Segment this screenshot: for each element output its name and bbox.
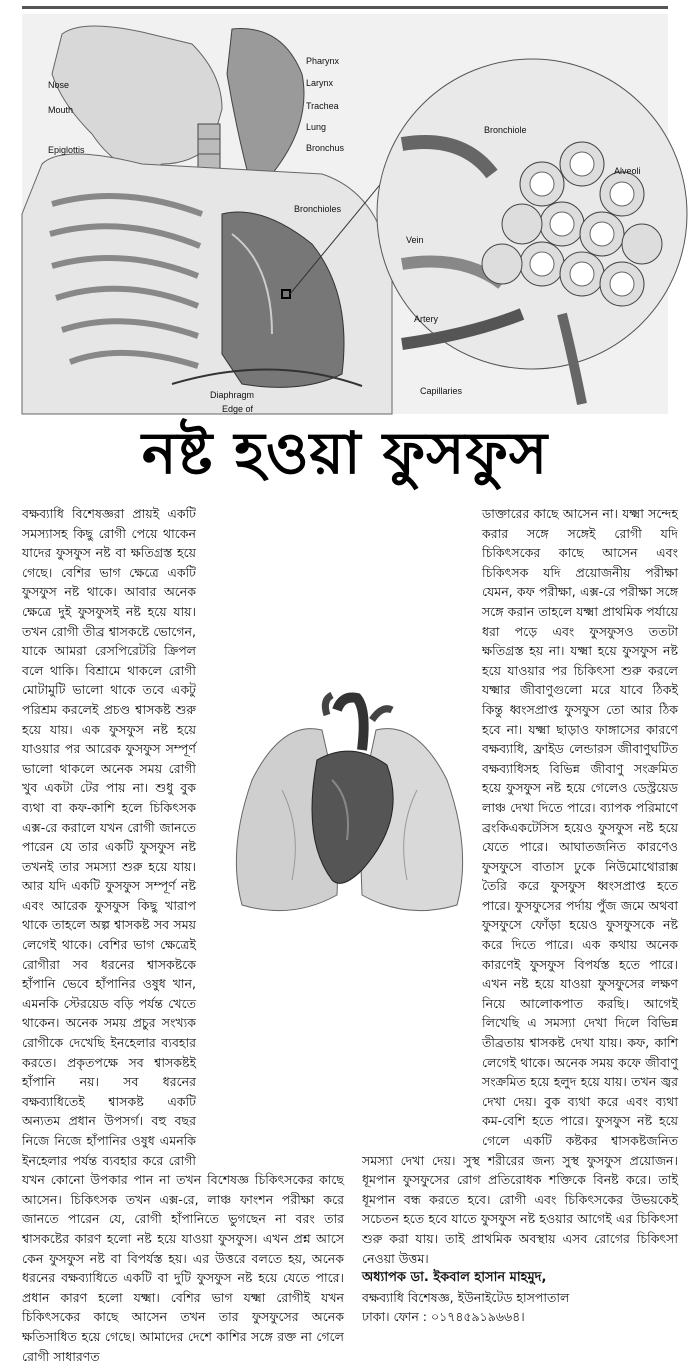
svg-text:Lung: Lung bbox=[306, 122, 327, 132]
svg-text:Bronchus: Bronchus bbox=[306, 143, 345, 153]
svg-text:Alveoli: Alveoli bbox=[614, 166, 641, 176]
right-column-text: ডাক্তারের কাছে আসেন না। যক্ষ্মা সন্দেহ করার সঙ্গে সঙ্গেই রোগী যদি চিকিৎসকের কাছে আসেন এবং চিকিৎসক যদি প্রয়োজনীয় পরীক্ষা যেমন, কফ পরীক্ষা, এক্স-রে পরীক্ষা সঙ্গে সঙ্গে করান তাহলে যক্ষ্মা প্রাথমিক পর্যায়ে ধরা পড়ে এবং ফুসফুসও ততটা ক্ষতিগ্রস্ত হয় না। যক্ষ্মা হয়ে ফুসফুস নষ্ট হয়ে যাওয়ার পর চিকিৎসা শুরু করলে যক্ষ্মার জীবাণুগুলো মরে যাবে ঠিকই কিন্তু ধ্বংসপ্রাপ্ত ফুসফুস তো আর ঠিক হবে না। যক্ষ্মা ছাড়াও ফাঙ্গাসের কারণে বক্ষব্যাধি, ফ্রাইড লেন্ডারস জীবাণুঘটিত বক্ষব্যাধিসহ বিভিন্ন জীবাণু সংক্রমিত হয়ে ফুসফুস নষ্ট হয়ে গেলেও ডেস্ট্রয়েড লাঞ্চ দেখা দিতে পারে। ব্যাপক পরিমাণে ব্রংকিএকটেসিস হয়েও ফুসফুস নষ্ট হয়ে যেতে পারে। আঘাতজনিত কারণেও ফুসফুসে বাতাস ঢুকে নিউমোথোরাক্স তৈরি করে ফুসফুস ধ্বংসপ্রাপ্ত হতে পারে। ফুসফুসের পর্দায় পুঁজ জমে অথবা ফুসফুসে ফোঁড়া হয়েও ফুসফুসকে নষ্ট করে দিতে পারে। এক কথায় অনেক কারণেই ফুসফুস বিপর্যস্ত হতে পারে। এখন নষ্ট হয়ে যাওয়া ফুসফুসের লক্ষণ নিয়ে আলোকপাত করছি। আগেই লিখেছি এ সমস্যা দেখা দিলে বিভিন্ন তীব্রতায় শ্বাসকষ্ট দেখা যায়। কফ, কাশি লেগেই থাকে। অনেক সময় কফে জীবাণু সংক্রমিত হয়ে হলুদ হয়ে যায়। তখন জ্বর দেখা দেয়। বুক ব্যথা করে এবং ব্যথা কম-বেশি হতে পারে। ফুসফুস নষ্ট হয়ে গেলে একটি কষ্টকর শ্বাসকষ্টজনিত সমস্যা দেখা দেয়। সুস্থ শরীরের জন্য সুস্থ ফুসফুস প্রয়োজন। ধূমপান ফুসফুসের রোগ প্রতিরোধক শক্তিকে বিনষ্ট করে। তাই ধূমপান বন্ধ করতে হবে। রোগী এবং চিকিৎসকের উভয়কেই সচেতন হতে হবে যাতে ফুসফুস নষ্ট হওয়ার আগেই এর চিকিৎসা শুরু করা যায়। তাই প্রাথমিক অবস্থায় এসব রোগের চিকিৎসা নেওয়া উত্তম। bbox=[362, 506, 678, 1266]
author-title: বক্ষব্যাধি বিশেষজ্ঞ, ইউনাইটেড হাসপাতাল bbox=[362, 1289, 570, 1305]
svg-text:Bronchiole: Bronchiole bbox=[484, 125, 527, 135]
respiratory-illustration bbox=[22, 14, 668, 414]
left-column bbox=[22, 504, 344, 1366]
svg-text:Diaphragm: Diaphragm bbox=[210, 390, 255, 400]
svg-text:Bronchioles: Bronchioles bbox=[294, 204, 342, 214]
left-column-text: বক্ষব্যাধি বিশেষজ্ঞরা প্রায়ই একটি সমস্যাসহ কিছু রোগী পেয়ে থাকেন যাদের ফুসফুস নষ্ট বা ক্ষতিগ্রস্ত হয়ে গেছে। বেশির ভাগ ক্ষেত্রে একটি ফুসফুস নষ্ট থাকে। আবার অনেক ক্ষেত্রে দুই ফুসফুসই নষ্ট হয়ে যায়। তখন রোগী তীব্র শ্বাসকষ্টে ভোগেন, যাকে আমরা রেসপিরেটরি ক্রিপল বলে থাকি। বিশ্রামে থাকলে রোগী মোটামুটি ভালো থাকে তবে একটু পরিশ্রম করলেই প্রচণ্ড শ্বাসকষ্ট শুরু হয়ে যায়। এক ফুসফুস নষ্ট হয়ে যাওয়ার পর আরেক ফুসফুস সম্পূর্ণ ভালো থাকলে অনেক সময় রোগী খুব একটা টের পায় না। শুধু বুক ব্যথা বা কফ-কাশি হলে চিকিৎসক এক্স-রে করালে যখন রোগী জানতে পারেন যে তার একটি ফুসফুস নষ্ট তখনই তার সমস্যা শুরু হয়ে যায়। আর যদি একটি ফুসফুস সম্পূর্ণ নষ্ট এবং আরেক ফুসফুস কিছু খারাপ থাকে তাহলে অল্প শ্বাসকষ্ট সব সময় লেগেই থাকে। বেশির ভাগ ক্ষেত্রেই রোগীরা সব ধরনের শ্বাসকষ্টকে হাঁপানি ভেবে হাঁপানির ওষুধ খান, এমনকি স্টেরয়েড বড়ি পর্যন্ত খেতে থাকেন। অনেক সময় প্রচুর সংখ্যক রোগীকে দেখেছি ইনহেলার ব্যবহার করতে। প্রকৃতপক্ষে সব শ্বাসকষ্টই হাঁপানি নয়। সব ধরনের বক্ষব্যাধিতেই শ্বাসকষ্ট একটি অন্যতম প্রধান উপসর্গ। বহু বছর নিজে নিজে হাঁপানির ওষুধ এমনকি ইনহেলার পর্যন্ত ব্যবহার করে রোগী যখন কোনো উপকার পান না তখন বিশেষজ্ঞ চিকিৎসকের কাছে আসেন। চিকিৎসক তখন এক্স-রে, লাঞ্চ ফাংশন পরীক্ষা করে জানতে পারেন যে, রোগী হাঁপানিতে ভুগছেন না বরং তার শ্বাসকষ্টের কারণ হলো নষ্ট হয়ে যাওয়া ফুসফুস। এখন প্রশ্ন আসে কেন ফুসফুস নষ্ট বা বিপর্যস্ত হয়। এর উত্তরে বলতে হয়, অনেক ধরনের বক্ষব্যাধিতে একটি বা দুটি ফুসফুস নষ্ট হয়ে যেতে পারে। প্রধান কারণ হলো যক্ষ্মা। বেশির ভাগ যক্ষ্মা রোগীই যখন চিকিৎসকের কাছে আসেন তখন তার ফুসফুসের অনেক ক্ষতিসাধিত হয়ে গেছে। আমাদের দেশে কাশির সঙ্গে রক্ত না গেলে রোগী সাধারণত bbox=[22, 506, 344, 1364]
svg-text:Vein: Vein bbox=[406, 235, 424, 245]
article-title: নষ্ট হওয়া ফুসফুস bbox=[141, 419, 549, 487]
svg-text:Edge of: Edge of bbox=[222, 404, 254, 414]
svg-text:Pharynx: Pharynx bbox=[306, 56, 340, 66]
svg-text:Larynx: Larynx bbox=[306, 78, 334, 88]
svg-text:Nose: Nose bbox=[48, 80, 70, 90]
author-name: অধ্যাপক ডা. ইকবাল হাসান মাহমুদ, bbox=[362, 1270, 547, 1286]
top-rule bbox=[22, 6, 668, 9]
svg-text:Mouth: Mouth bbox=[48, 105, 74, 115]
lungs-heart-illustration bbox=[222, 690, 476, 922]
svg-text:Capillaries: Capillaries bbox=[420, 386, 463, 396]
author-contact: ঢাকা। ফোন : ০১৭৪৫৯১৯৬৬৪। bbox=[362, 1309, 525, 1325]
svg-text:Trachea: Trachea bbox=[306, 101, 339, 111]
svg-text:Epiglottis: Epiglottis bbox=[48, 145, 85, 155]
svg-text:Artery: Artery bbox=[414, 314, 439, 324]
